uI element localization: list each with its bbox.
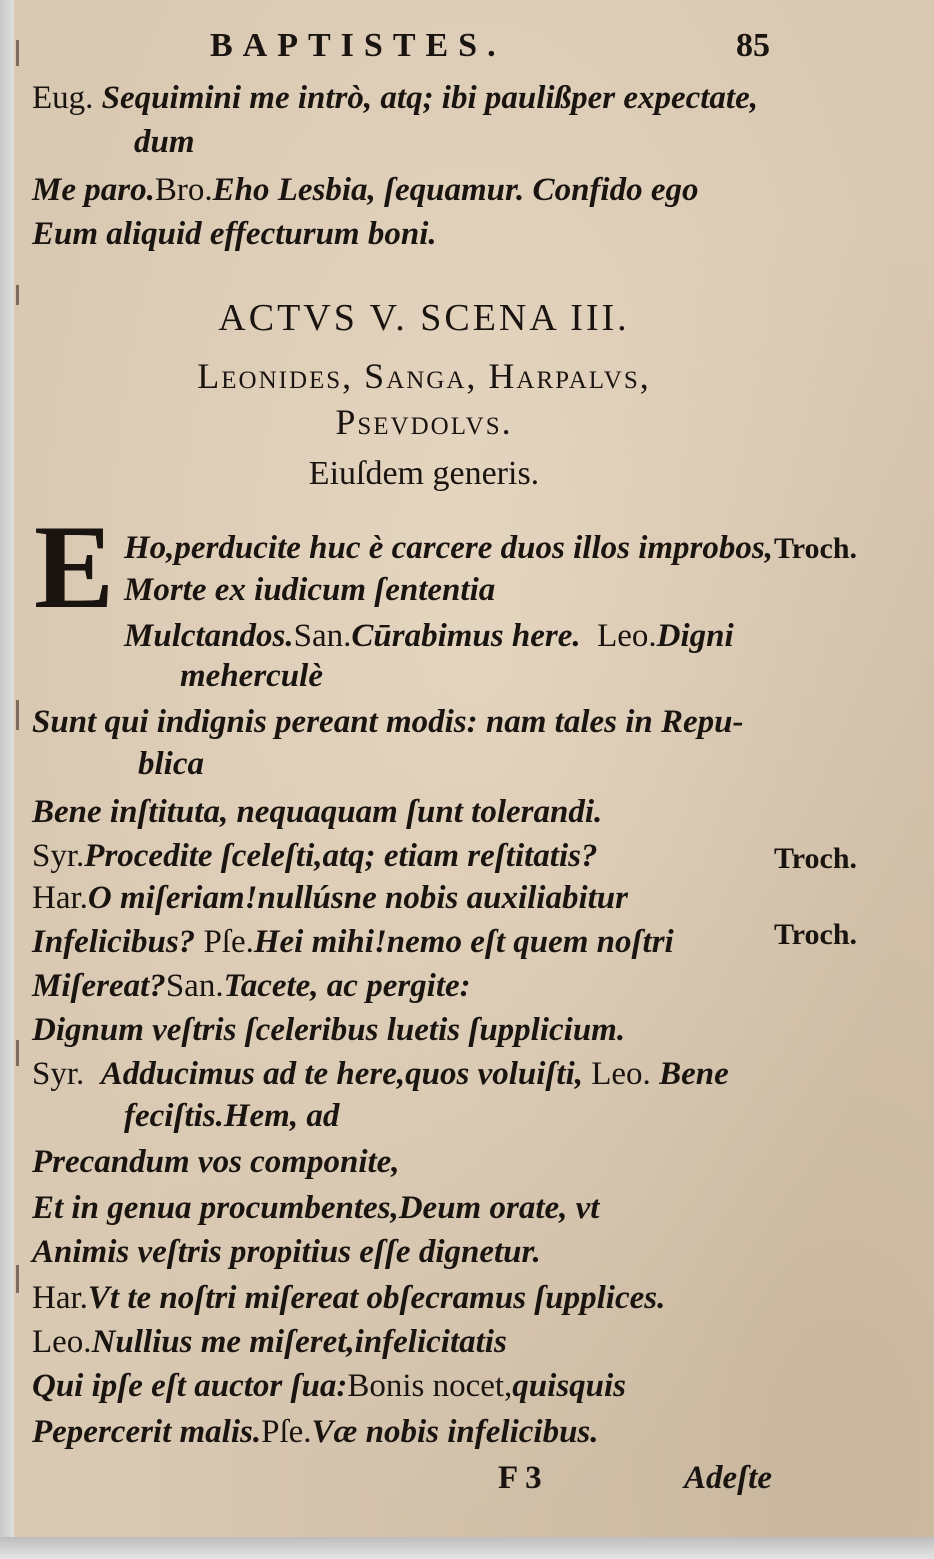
text-line: Eum aliquid effecturum boni. xyxy=(32,216,437,252)
verse-text: Qui ipſe eſt auctor ſua: xyxy=(32,1368,348,1404)
margin-note: Troch. xyxy=(774,532,858,565)
speaker-label: Leo. xyxy=(591,1056,651,1092)
verse-text: Hei mihi!nemo eſt quem noſtri xyxy=(253,924,674,960)
verse-text: Mulctandos. xyxy=(124,618,294,654)
margin-mark xyxy=(16,1040,19,1066)
character-list: Psevdolvs. xyxy=(335,402,513,442)
speaker-label: Leo. xyxy=(597,618,657,654)
text-line xyxy=(32,878,628,918)
verse-text: Bene xyxy=(659,1056,729,1092)
page-number: 85 xyxy=(736,27,770,64)
speaker-label: Bro. xyxy=(154,172,213,208)
text-line xyxy=(32,170,698,210)
speaker-label: Eug. xyxy=(32,80,94,116)
verse-text: Ho,perducite huc è carcere duos illos improbos, xyxy=(124,530,773,566)
verse-text: Eho Lesbia, ſequamur. Confido ego xyxy=(212,172,699,208)
verse-text: Adducimus ad te here,quos voluiſti, xyxy=(100,1056,583,1092)
verse-text: quisquis xyxy=(512,1368,627,1404)
book-page xyxy=(14,0,934,1537)
margin-mark xyxy=(16,700,19,730)
text-line xyxy=(32,1278,665,1318)
text-line xyxy=(32,78,758,118)
speaker-label: San. xyxy=(165,968,224,1004)
verse-text: Miſereat? xyxy=(32,968,166,1004)
margin-mark xyxy=(16,1265,19,1293)
speaker-label: Leo. xyxy=(32,1324,92,1360)
verse-text: Procedite ſceleſti,atq; etiam reſtitatis? xyxy=(84,838,598,874)
viewer-bottom-bar xyxy=(0,1537,934,1559)
verse-text: Nullius me miſeret,infelicitatis xyxy=(91,1324,507,1360)
verse-text: Morte ex iudicum ſententia xyxy=(124,572,496,608)
text-line: Bene inſtituta, nequaquam ſunt tolerandi. xyxy=(32,794,603,830)
text-line: blica xyxy=(138,746,204,782)
text-line: meherculè xyxy=(180,658,323,694)
verse-text: Tacete, ac pergite: xyxy=(223,968,471,1004)
text-line xyxy=(32,922,674,962)
running-head: BAPTISTES. xyxy=(210,27,506,64)
verse-text: Cūrabimus here. xyxy=(351,618,581,654)
text-line xyxy=(124,528,773,568)
text-line: feciſtis.Hem, ad xyxy=(124,1098,340,1134)
verse-text: Vt te noſtri miſereat obſecramus ſupplices. xyxy=(87,1280,666,1316)
verse-text: Digni xyxy=(656,618,734,654)
character-list: Leonides, Sanga, Harpalvs, xyxy=(197,356,651,396)
speaker-label: Har. xyxy=(32,1280,88,1316)
margin-mark xyxy=(16,40,19,66)
text-line xyxy=(32,836,597,876)
text-line xyxy=(32,966,471,1006)
speaker-label: Pſe. xyxy=(203,924,254,960)
drop-capital: E xyxy=(34,500,115,633)
verse-text: Væ nobis infelicibus. xyxy=(311,1414,599,1450)
text-line: Et in genua procumbentes,Deum orate, vt xyxy=(32,1190,600,1226)
text-line xyxy=(32,1366,626,1406)
act-heading: ACTVS V. SCENA III. xyxy=(218,297,630,339)
verse-text: Sequimini me intrò, atq; ibi paulißper expectate, xyxy=(101,80,758,116)
verse-text: Bonis nocet, xyxy=(347,1368,513,1404)
speaker-label: Syr. xyxy=(32,838,85,874)
text-line: Dignum veſtris ſceleribus luetis ſupplicium. xyxy=(32,1012,626,1048)
text-line: Sunt qui indignis pereant modis: nam tales in Repu- xyxy=(32,704,744,740)
catchword: Adeſte xyxy=(684,1460,772,1496)
verse-text: Me paro. xyxy=(32,172,155,208)
margin-note: Troch. xyxy=(774,842,858,875)
text-line xyxy=(124,616,734,656)
speaker-label: Har. xyxy=(32,880,88,916)
speaker-label: San. xyxy=(293,618,352,654)
text-line xyxy=(124,570,495,610)
speaker-label: Pſe. xyxy=(261,1414,312,1450)
meter-note: Eiuſdem generis. xyxy=(308,455,540,492)
signature-mark: F 3 xyxy=(498,1460,542,1496)
verse-text: O miſeriam!nullúsne nobis auxiliabitur xyxy=(87,880,628,916)
viewer-left-edge xyxy=(0,0,14,1537)
verse-text: Infelicibus? xyxy=(32,924,196,960)
text-line xyxy=(32,1412,599,1452)
verse-text: Pepercerit malis. xyxy=(32,1414,262,1450)
text-line xyxy=(32,1054,729,1094)
text-line: Precandum vos componite, xyxy=(32,1144,400,1180)
text-line xyxy=(32,1322,507,1362)
text-line: Animis veſtris propitius eſſe dignetur. xyxy=(32,1234,541,1270)
text-line: dum xyxy=(134,124,195,160)
margin-note: Troch. xyxy=(774,918,858,951)
speaker-label: Syr. xyxy=(32,1056,85,1092)
